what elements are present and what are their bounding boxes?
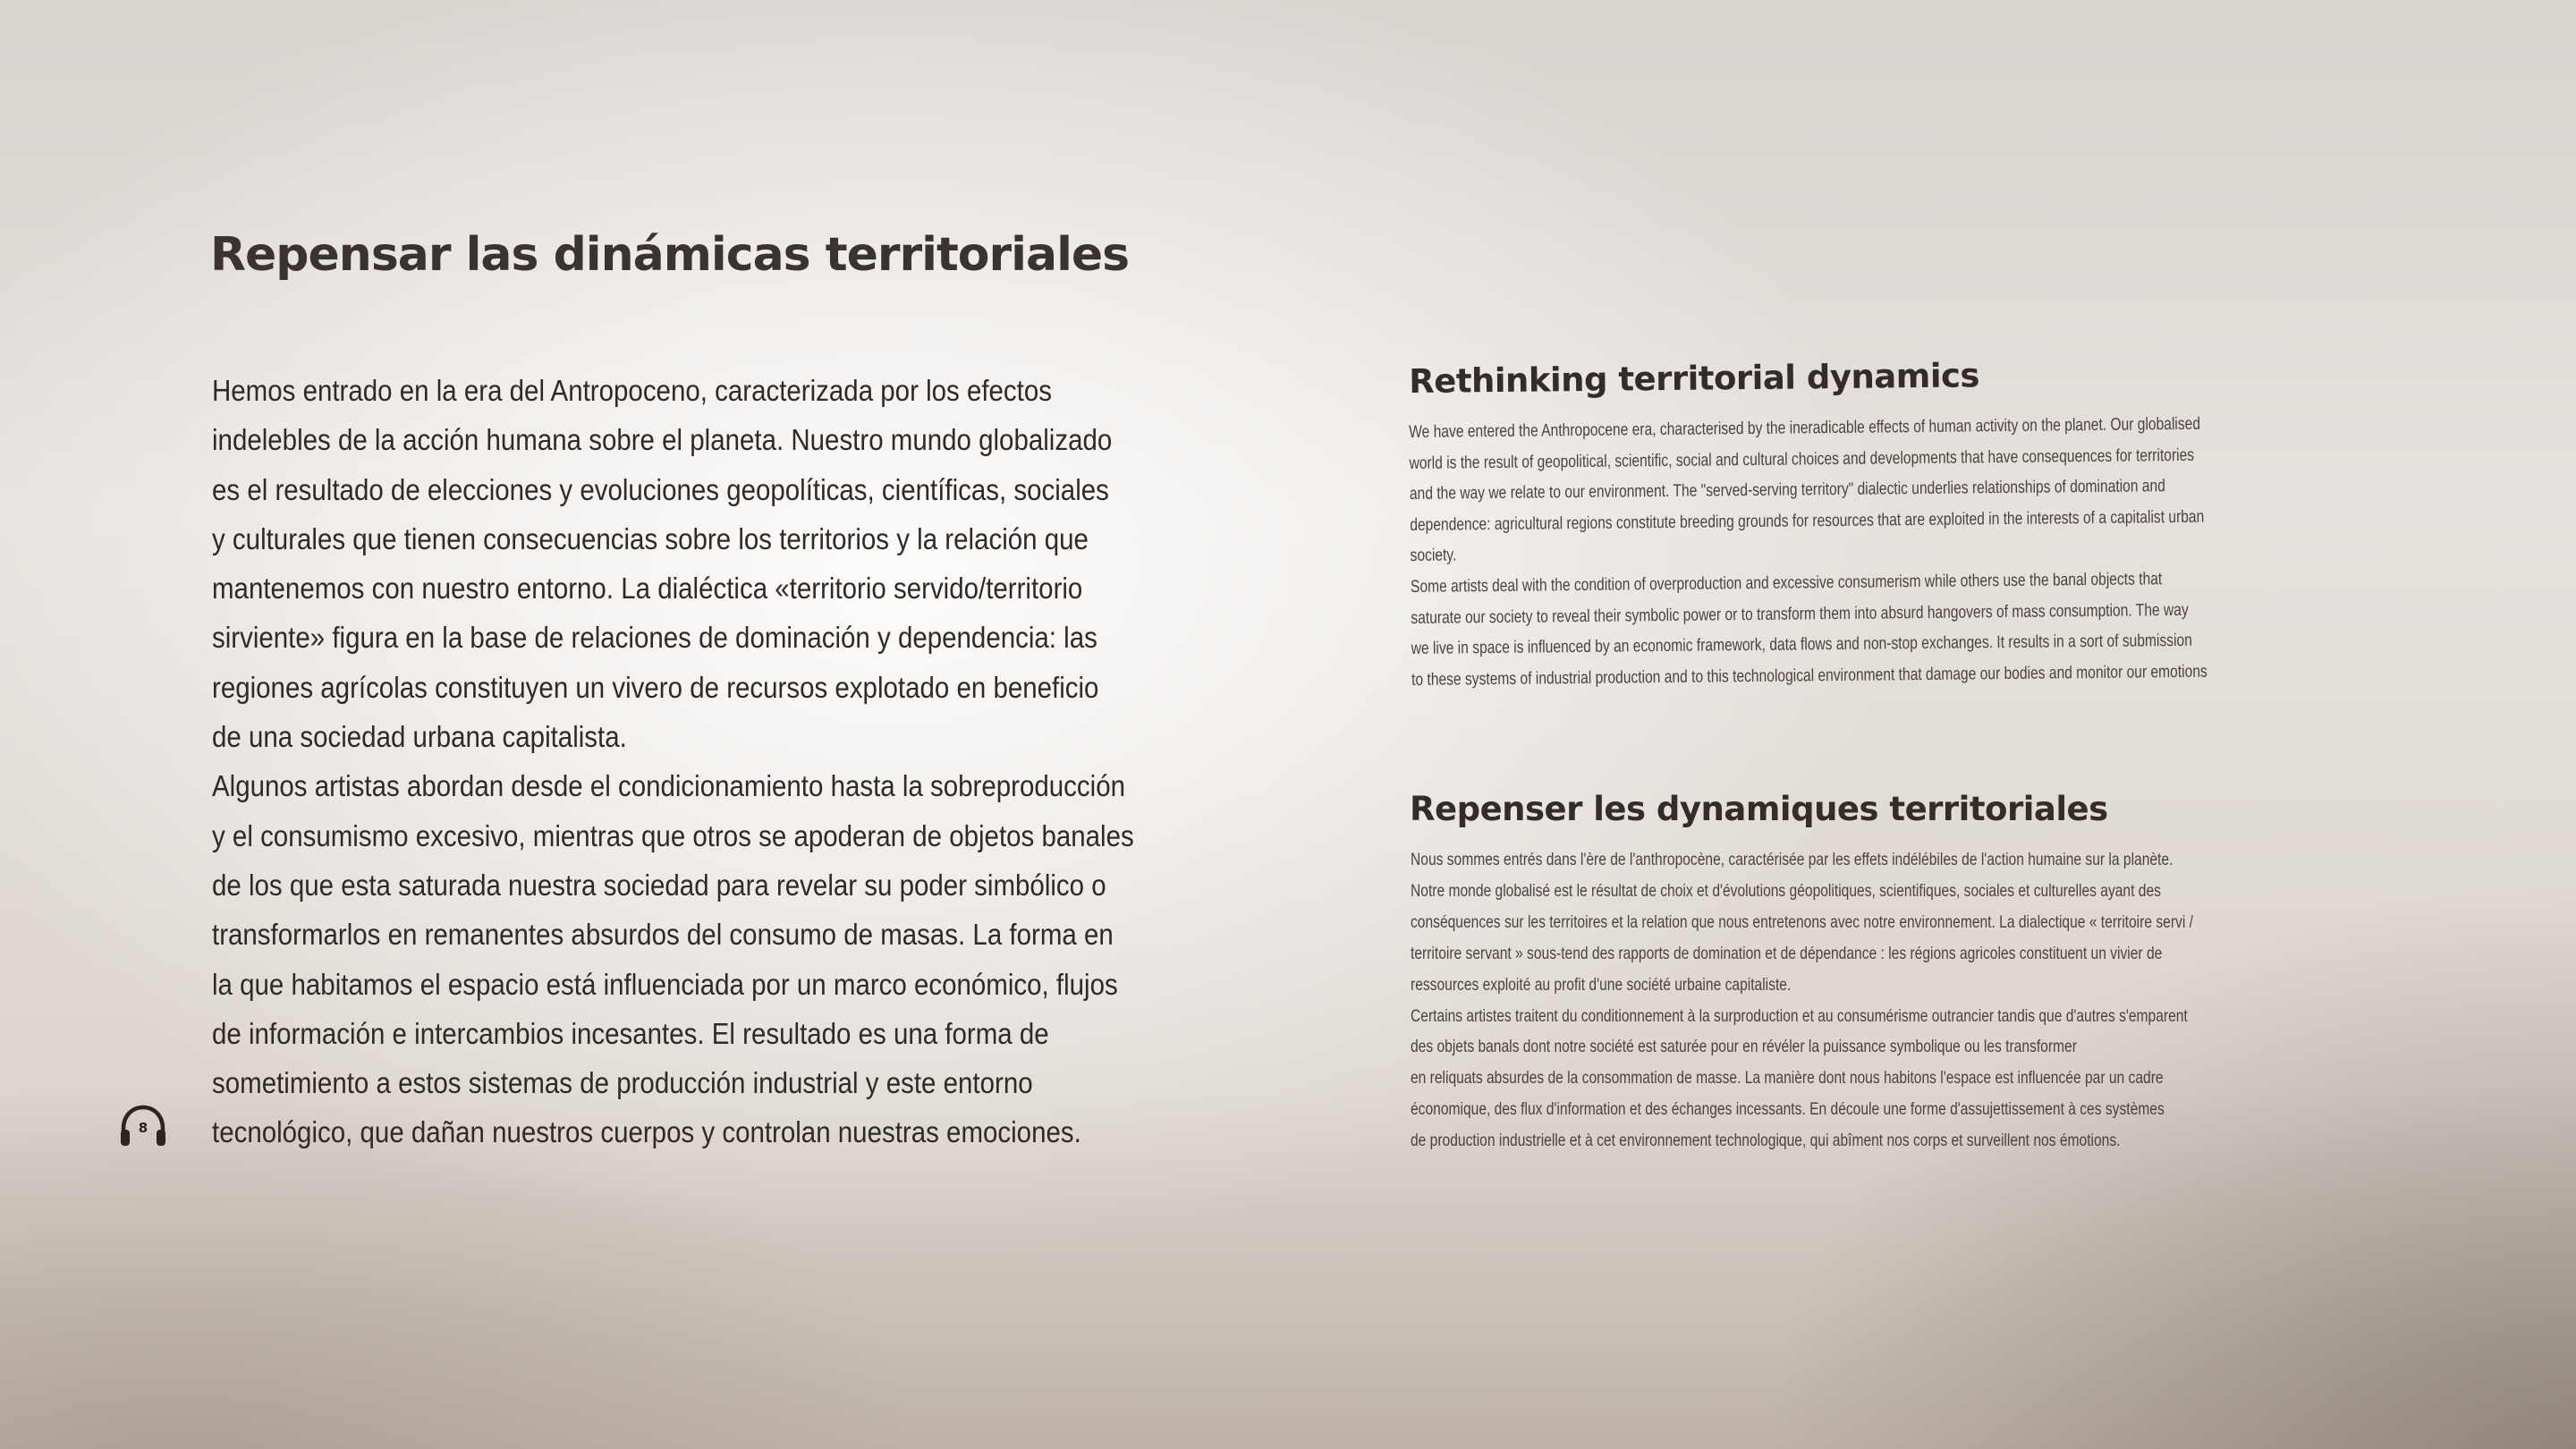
text-line: de una sociedad urbana capitalista. (212, 721, 627, 755)
english-title: Rethinking territorial dynamics (1409, 356, 1980, 401)
spanish-body (212, 367, 1134, 1158)
text-line: regiones agrícolas constituyen un vivero de recursos explotado en beneficio (212, 671, 1099, 705)
text-line: Algunos artistas abordan desde el condicionamiento hasta la sobreproducción (212, 770, 1125, 804)
text-line: ressources exploité au profit d'une société urbaine capitaliste. (1411, 974, 1792, 995)
spanish-paragraph-1 (212, 367, 1125, 762)
text-line: y el consumismo excesivo, mientras que otros se apoderan de objetos banales (212, 819, 1134, 853)
text-line: We have entered the Anthropocene era, characterised by the ineradicable effects of human activity on the planet. Our globalised (1409, 413, 2201, 442)
text-line: Hemos entrado en la era del Antropoceno, caracterizada por los efectos (212, 375, 1053, 408)
french-title: Repenser les dynamiques territoriales (1410, 790, 2108, 828)
french-paragraph-1 (1411, 844, 2448, 1001)
text-line: Some artists deal with the condition of overproduction and excessive consumerism while others use the banal objects that (1410, 569, 2163, 597)
text-line: we live in space is influenced by an economic framework, data flows and non-stop exchanges. It results in a sort of submission (1411, 630, 2192, 659)
text-line: dependence: agricultural regions constitute breeding grounds for resources that are exploited in the interests of a capitalist urban (1410, 506, 2205, 535)
text-line: de los que esta saturada nuestra sociedad para revelar su poder simbólico o (212, 869, 1106, 902)
spanish-title: Repensar las dinámicas territoriales (210, 228, 1130, 282)
french-paragraph-2 (1411, 1001, 2448, 1157)
english-paragraph-1 (1409, 406, 2448, 572)
text-line: society. (1410, 545, 1457, 566)
text-line: économique, des flux d'information et des échanges incessants. En découle une forme d'assujettissement à ces systèmes (1411, 1099, 2165, 1120)
text-line: conséquences sur les territoires et la relation que nous entretenons avec notre environnement. La dialectique « territoire servi / (1411, 911, 2193, 932)
english-paragraph-2 (1411, 561, 2449, 696)
text-line: de información e intercambios incesantes. El resultado es una forma de (212, 1017, 1049, 1051)
text-line: Notre monde globalisé est le résultat de choix et d'évolutions géopolitiques, scientifiques, sociales et culturelles ayant des (1411, 880, 2161, 901)
headphones-icon (118, 1102, 168, 1152)
french-body (1411, 844, 2448, 1157)
text-line: world is the result of geopolitical, scientific, social and cultural choices and developments that have consequences for territories (1409, 445, 2195, 473)
text-line: Nous sommes entrés dans l'ère de l'anthropocène, caractérisée par les effets indélébiles de l'action humaine sur la planète. (1411, 850, 2174, 869)
text-line: territoire servant » sous-tend des rapports de domination et de dépendance : les régions agricoles constituent un vivier de (1411, 943, 2163, 963)
text-line: de production industrielle et à cet environnement technologique, qui abîment nos corps et surveillent nos émotions. (1411, 1131, 2121, 1151)
text-line: la que habitamos el espacio está influenciada por un marco económico, flujos (212, 968, 1118, 1002)
text-line: sometimiento a estos sistemas de producción industrial y este entorno (212, 1067, 1033, 1101)
text-line: saturate our society to reveal their symbolic power or to transform them into absurd hangovers of mass consumption. The way (1411, 599, 2189, 628)
text-line: en reliquats absurdes de la consommation de masse. La manière dont nous habitons l'espace est influencée par un cadre (1411, 1068, 2164, 1089)
text-line: tecnológico, que dañan nuestros cuerpos y controlan nuestras emociones. (212, 1116, 1081, 1150)
audio-guide-number: 8 (138, 1120, 148, 1136)
text-line: to these systems of industrial production and to this technological environment that damage our bodies and monitor our emotions (1411, 661, 2207, 690)
text-line: es el resultado de elecciones y evoluciones geopolíticas, científicas, sociales (212, 473, 1109, 507)
text-line: Certains artistes traitent du conditionnement à la surproduction et au consumérisme outrancier tandis que d'autres s'emparent (1411, 1005, 2188, 1026)
text-line: mantenemos con nuestro entorno. La dialéctica «territorio servido/territorio (212, 572, 1083, 606)
text-line: and the way we relate to our environment. The "served-serving territory" dialectic underlies relationships of domination and (1409, 476, 2165, 504)
text-line: transformarlos en remanentes absurdos del consumo de masas. La forma en (212, 919, 1114, 953)
text-line: sirviente» figura en la base de relaciones de dominación y dependencia: las (212, 622, 1097, 656)
english-body (1409, 406, 2449, 695)
text-line: des objets banals dont notre société est saturée pour en révéler la puissance symbolique ou les transformer (1411, 1037, 2077, 1057)
spanish-paragraph-2 (212, 762, 1134, 1157)
text-line: indelebles de la acción humana sobre el planeta. Nuestro mundo globalizado (212, 424, 1113, 458)
text-line: y culturales que tienen consecuencias sobre los territorios y la relación que (212, 522, 1089, 556)
audio-guide-marker (118, 1102, 168, 1152)
